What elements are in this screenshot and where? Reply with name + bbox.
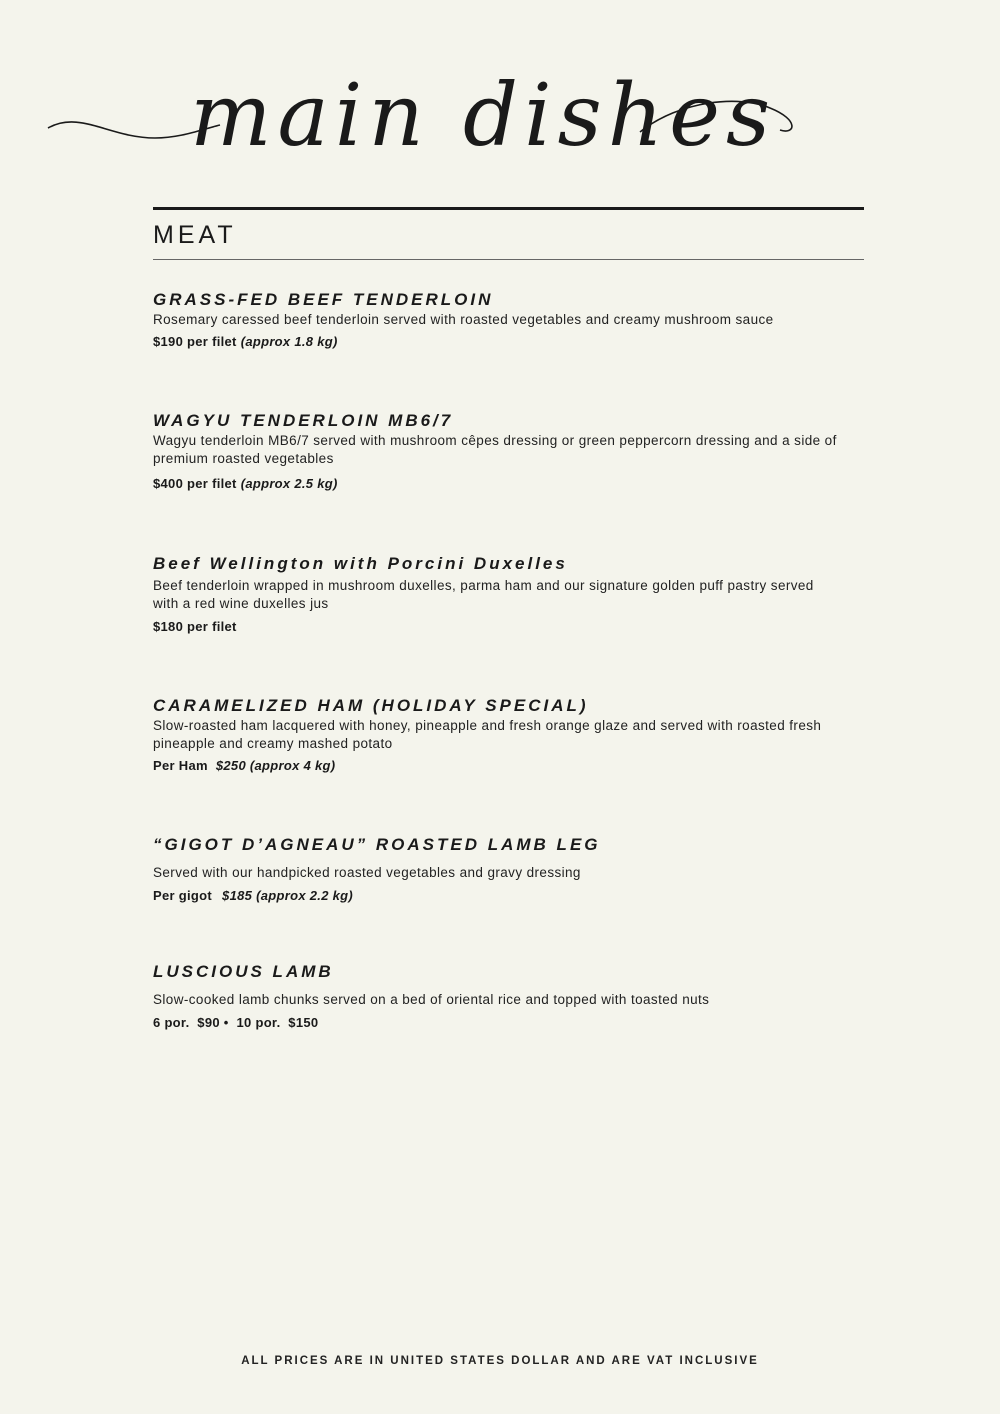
item-description: Slow-cooked lamb chunks served on a bed of oriental rice and topped with toasted nuts (153, 992, 710, 1007)
footer-note: ALL PRICES ARE IN UNITED STATES DOLLAR AND ARE VAT INCLUSIVE (241, 1355, 759, 1367)
item-price-line (153, 757, 873, 775)
script-title-graphic (40, 40, 820, 190)
menu-item (153, 961, 873, 1032)
item-price-note: $250 (approx 4 kg) (215, 758, 336, 773)
item-name: “GIGOT D’AGNEAU” ROASTED LAMB LEG (153, 835, 601, 854)
menu-item (153, 289, 873, 351)
menu-item (153, 695, 873, 775)
item-description: Served with our handpicked roasted vegetables and gravy dressing (153, 865, 581, 880)
item-name: LUSCIOUS LAMB (153, 962, 334, 981)
item-price: Per gigot (153, 887, 213, 903)
item-price-line (153, 887, 873, 905)
item-name: WAGYU TENDERLOIN MB6/7 (153, 411, 454, 430)
item-price-line (153, 475, 873, 493)
menu-title (40, 40, 820, 190)
item-price-line (153, 333, 873, 351)
page-title: main dishes (190, 66, 777, 166)
item-price: 6 por. $90 • 10 por. $150 (153, 1014, 319, 1030)
item-price: $180 per filet (153, 619, 237, 634)
item-description: Wagyu tenderloin MB6/7 served with mushroom cêpes dressing or green peppercorn dressing and a side of premium roasted vegetables (153, 433, 837, 466)
menu-item (153, 553, 873, 636)
item-description: Slow-roasted ham lacquered with honey, pineapple and fresh orange glaze and served with roasted fresh pineapple and creamy mashed potato (153, 718, 822, 751)
item-price: $400 per filet (153, 476, 237, 491)
item-price-note: $185 (approx 2.2 kg) (222, 887, 354, 903)
item-name: Beef Wellington with Porcini Duxelles (153, 554, 568, 573)
item-price: $190 per filet (153, 333, 237, 349)
item-price-note: (approx 2.5 kg) (240, 476, 338, 491)
section-title: MEAT (153, 221, 237, 249)
menu-item (153, 410, 873, 493)
section-rule-bottom (153, 259, 864, 260)
item-name: GRASS-FED BEEF TENDERLOIN (153, 290, 494, 309)
menu-item (153, 834, 873, 905)
section-rule-top (153, 207, 864, 210)
item-description: Beef tenderloin wrapped in mushroom duxelles, parma ham and our signature golden puff pastry served with a red wine duxelles jus (153, 578, 814, 611)
item-price-note: (approx 1.8 kg) (240, 333, 338, 349)
item-description: Rosemary caressed beef tenderloin served with roasted vegetables and creamy mushroom sauce (153, 312, 774, 327)
item-name: CARAMELIZED HAM (HOLIDAY SPECIAL) (153, 696, 589, 715)
item-price: Per Ham (153, 758, 208, 773)
